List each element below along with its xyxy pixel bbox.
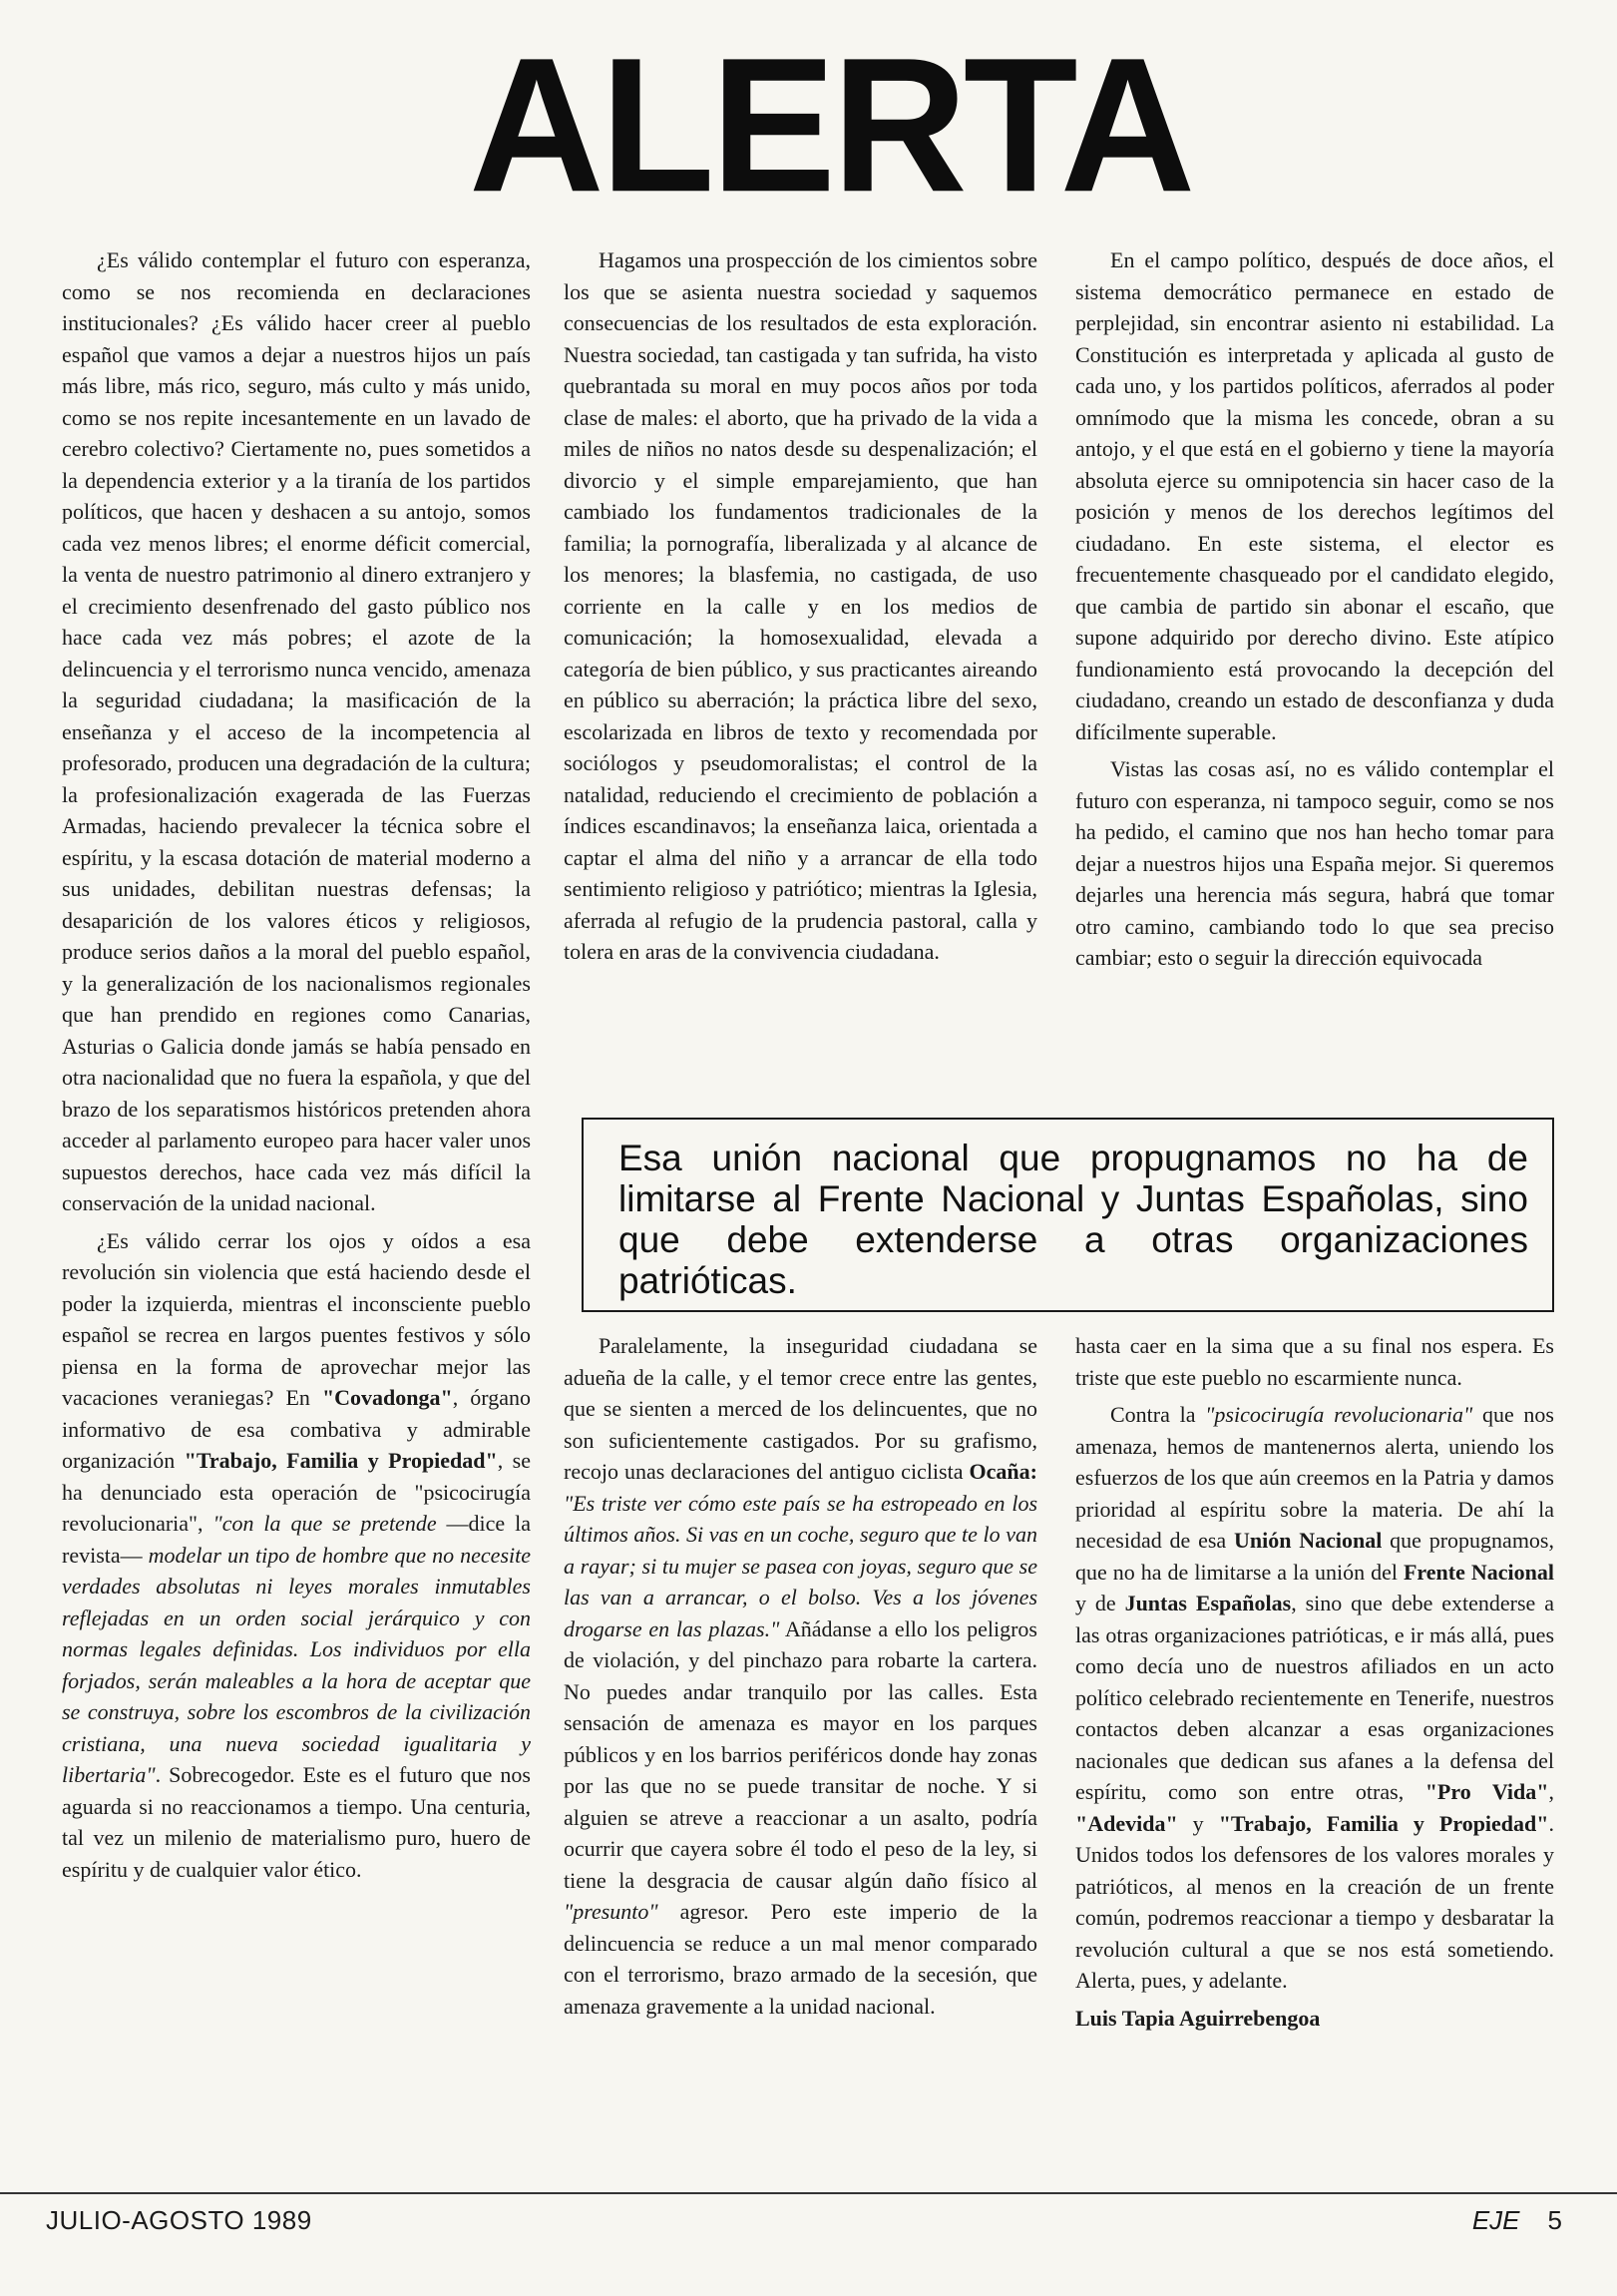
paragraph: Hagamos una prospección de los cimientos sobre los que se asienta nuestra sociedad y saquemos consecuencias de los resultados de esta exploración. Nuestra sociedad, tan castigada y tan sufrida, ha visto quebrantada su moral en muy pocos años por toda clase de males: el aborto, que ha privado de la vida a miles de niños no natos desde su despenalización; el divorcio y el simple emparejamiento, que han cambiado los fundamentos tradicionales de la familia; la pornografía, liberalizada y al alcance de los menores; la blasfemia, no castigada, de uso corriente en la calle y en los medios de comunicación; la homosexualidad, elevada a categoría de bien público, y sus practicantes aireando en público su aberración; la práctica libre del sexo, escolarizada en libros de texto y recomendada por sociólogos y pseudomoralistas; el control de la natalidad, reduciendo el crecimiento de población a índices escandinavos; la enseñanza laica, orientada a captar el alma del niño y a arrancar de ella todo sentimiento religioso y patriótico; mientras la Iglesia, aferrada al refugio de la prudencia pastoral, calla y tolera en aras de la convivencia ciudadana. <box>564 247 1037 964</box>
publication-name: EJE <box>1471 2205 1520 2235</box>
column-2 <box>564 244 1037 968</box>
column-1 <box>62 244 531 1885</box>
paragraph: ¿Es válido cerrar los ojos y oídos a esa revolución sin violencia que está haciendo desde el poder la izquierda, mientras el inconsciente pueblo español se recrea en largos puentes festivos y sólo piensa en la forma de aprovechar mejor las vacaciones veraniegas? En "Covadonga", órgano informativo de esa combativa y admirable organización "Trabajo, Familia y Propiedad", se ha denunciado esta operación de "psicocirugía revolucionaria", "con la que se pretende —dice la revista— modelar un tipo de hombre que no necesite verdades absolutas ni leyes morales inmutables reflejadas en un orden social jerárquico y con normas legales definidas. Los individuos por ella forjados, serán maleables a la hora de aceptar que se construya, sobre los escombros de la civilización cristiana, una nueva sociedad igualitaria y libertaria". Sobrecogedor. Este es el futuro que nos aguarda si no reaccionamos a tiempo. Una centuria, tal vez un milenio de materialismo puro, huero de espíritu y de cualquier valor ético. <box>62 1227 532 1882</box>
column-2-lower <box>564 1330 1037 2022</box>
pull-quote-box <box>582 1118 1554 1312</box>
article-title: ALERTA <box>469 17 1192 232</box>
author-signature: Luis Tapia Aguirrebengoa <box>1075 2005 1321 2031</box>
paragraph: Contra la "psicocirugía revolucionaria" que nos amenaza, hemos de mantenernos alerta, uniendo los esfuerzos de los que aún creemos en la Patria y damos prioridad al espíritu sobre la materia. De ahí la necesidad de esa Unión Nacional que propugnamos, que no ha de limitarse a la unión del Frente Nacional y de Juntas Españolas, sino que debe extenderse a las otras organizaciones patrióticas, e ir más allá, pues como decía uno de nuestros afiliados en un acto político celebrado recientemente en Tenerife, nuestros contactos deben alcanzar a esas organizaciones nacionales que dedican sus afanes a la defensa del espíritu, como son entre otras, "Pro Vida", "Adevida" y "Trabajo, Familia y Propiedad". Unidos todos los defensores de los valores morales y patrióticos, al menos en la creación de un frente común, podremos reaccionar a tiempo y desbaratar la revolución cultural a que se nos está sometiendo. Alerta, pues, y adelante. <box>1075 1402 1555 1993</box>
paragraph: Paralelamente, la inseguridad ciudadana se adueña de la calle, y el temor crece entre las gentes, que se sienten a merced de los delincuentes, que no son suficientemente castigados. Por su grafismo, recojo unas declaraciones del antiguo ciclista Ocaña: "Es triste ver cómo este país se ha estropeado en los últimos años. Si vas en un coche, seguro que te lo van a rayar; si tu mujer se pasea con joyas, seguro que se las van a arrancar, o el bolso. Ves a los jóvenes drogarse en las plazas." Añádanse a ello los peligros de violación, y del pinchazo para robarte la cartera. No puedes andar tranquilo por las calles. Esta sensación de amenaza es mayor en los parques públicos y en los barrios periféricos donde hay zonas por las que no se puede transitar de noche. Y si alguien se atreve a reaccionar a un asalto, podría ocurrir que cayera sobre él todo el peso de la ley, si tiene la desgracia de causar algún daño físico al "presunto" agresor. Pero este imperio de la delincuencia se reduce a un mal menor comparado con el terrorismo, brazo armado de la secesión, que amenaza gravemente a la unidad nacional. <box>564 1333 1037 2019</box>
page-number: 5 <box>1547 2205 1562 2235</box>
footer-date: JULIO-AGOSTO 1989 <box>46 2205 312 2235</box>
footer-divider <box>0 2192 1617 2194</box>
column-3-lower <box>1075 1330 1554 2034</box>
column-3 <box>1075 244 1554 974</box>
paragraph: hasta caer en la sima que a su final nos espera. Es triste que este pueblo no escarmiente nunca. <box>1075 1333 1554 1390</box>
paragraph: ¿Es válido contemplar el futuro con esperanza, como se nos recomienda en declaraciones institucionales? ¿Es válido hacer creer al pueblo español que vamos a dejar a nuestros hijos un país más libre, más rico, seguro, más culto y más unido, como se nos repite incesantemente en un lavado de cerebro colectivo? Ciertamente no, pues sometidos a la dependencia exterior y a la tiranía de los partidos políticos, que hacen y deshacen a su antojo, somos cada vez menos libres; el enorme déficit comercial, la venta de nuestro patrimonio al dinero extranjero y el crecimiento desenfrenado del gasto público nos hace cada vez más pobres; el azote de la delincuencia y el terrorismo nunca vencido, amenaza la seguridad ciudadana; la masificación de la enseñanza y el acceso de la incompetencia al profesorado, producen una degradación de la cultura; la profesionalización exagerada de las Fuerzas Armadas, haciendo prevalecer la técnica sobre el espíritu, y la escasa dotación de material moderno a sus unidades, debilitan nuestras defensas; la desaparición de los valores éticos y religiosos, produce serios daños a la moral del pueblo español, y la generalización de los nacionalismos regionales que han prendido en regiones como Canarias, Asturias o Galicia donde jamás se había pensado en otra nacionalidad que no fuera la española, y que del brazo de los separatismos históricos pretenden ahora acceder al parlamento europeo para hacer valer unos supuestos derechos, hace cada vez más difícil la conservación de la unidad nacional. <box>62 247 531 1215</box>
footer-page-info <box>1472 2205 1562 2236</box>
pull-quote-text: Esa unión nacional que propugnamos no ha de limitarse al Frente Nacional y Juntas Españolas, sino que debe extenderse a otras organizaciones patrióticas. <box>618 1138 1528 1301</box>
paragraph: Vistas las cosas así, no es válido contemplar el futuro con esperanza, ni tampoco seguir, como se nos ha pedido, el camino que nos han hecho tomar para dejar a nuestros hijos una España mejor. Si queremos dejarles una herencia más segura, habrá que tomar otro camino, cambiando todo lo que sea preciso cambiar; esto o seguir la dirección equivocada <box>1075 756 1554 970</box>
paragraph: En el campo político, después de doce años, el sistema democrático permanece en estado de perplejidad, sin encontrar asiento ni estabilidad. La Constitución es interpretada y aplicada al gusto de cada uno, y los partidos políticos, aferrados al poder omnímodo que la misma les concede, obran a su antojo, y el que está en el gobierno y tiene la mayoría absoluta ejerce su omnipotencia sin hacer caso de la posición y menos de los derechos legítimos del ciudadano. En este sistema, el elector es frecuentemente chasqueado por el candidato elegido, que cambia de partido sin abonar el escaño, que supone adquirido por derecho divino. Este atípico fundionamiento está provocando la decepción del ciudadano, creando un estado de desconfianza y duda difícilmente superable. <box>1075 247 1554 744</box>
